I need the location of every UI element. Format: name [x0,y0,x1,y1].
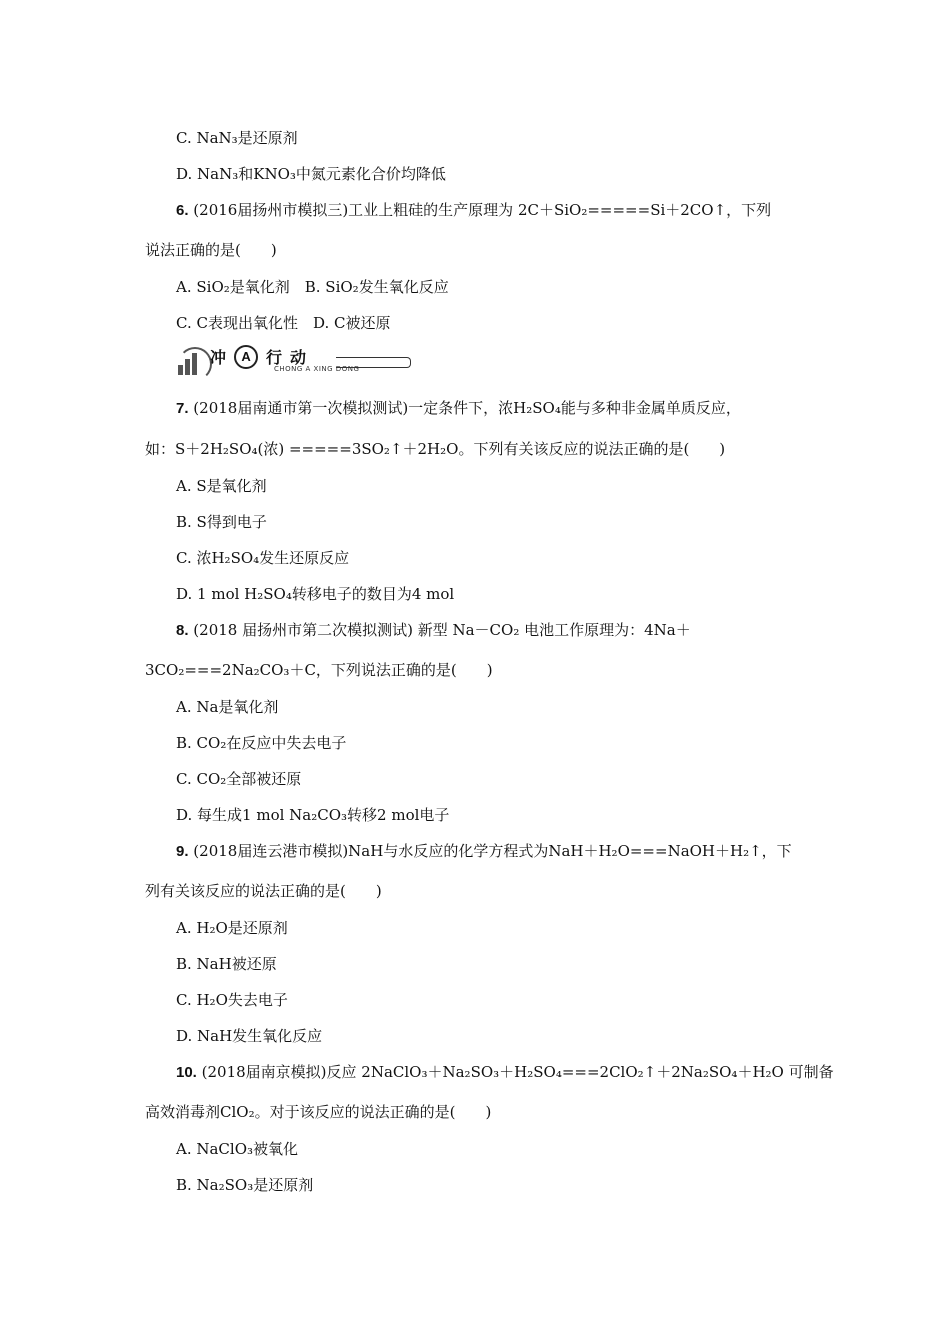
q9-option-d: D. NaH发生氧化反应 [176,1027,323,1045]
q7-stem-text: (2018届南通市第一次模拟测试)一定条件下，浓H₂SO₄能与多种非金属单质反应， [193,399,741,417]
q6-stem [176,200,771,221]
q10-stem-continued: 高效消毒剂ClO₂。对于该反应的说法正确的是( ) [145,1103,492,1121]
q7-option-c: C. 浓H₂SO₄发生还原反应 [176,549,350,567]
q8-stem [176,620,691,641]
q8-stem-text: (2018 届扬州市第二次模拟测试) 新型 Na－CO₂ 电池工作原理为：4Na＋ [193,621,691,639]
q10-number: 10. [176,1064,197,1081]
q9-stem-continued: 列有关该反应的说法正确的是( ) [145,882,382,900]
q10-option-a: A. NaClO₃被氧化 [176,1140,299,1158]
banner-char-1: 冲 [210,348,227,367]
q7-stem-continued: 如：S＋2H₂SO₄(浓) =====3SO₂↑＋2H₂O。下列有关该反应的说法正确的是( ) [145,440,726,458]
q10-stem-text: (2018届南京模拟)反应 2NaClO₃＋Na₂SO₃＋H₂SO₄===2ClO₂↑＋2Na₂SO₄＋H₂O 可制备 [201,1063,834,1081]
q9-stem-text: (2018届连云港市模拟)NaH与水反应的化学方程式为NaH＋H₂O===NaOH＋H₂↑，下 [193,842,792,860]
q7-number: 7. [176,400,189,417]
q9-option-a: A. H₂O是还原剂 [176,919,288,937]
q6-options-cd: C. C表现出氧化性 D. C被还原 [176,314,391,332]
q9-stem [176,841,792,862]
q5-option-c: C. NaN₃是还原剂 [176,129,298,147]
q5-option-d: D. NaN₃和KNO₃中氮元素化合价均降低 [176,165,446,183]
section-banner [176,343,426,379]
q7-option-a: A. S是氧化剂 [176,477,267,495]
q8-option-c: C. CO₂全部被还原 [176,770,302,788]
banner-char-3: 行 [266,348,283,367]
banner-char-2: A [234,345,258,369]
q7-option-b: B. S得到电子 [176,513,267,531]
q6-number: 6. [176,202,189,219]
q7-stem [176,398,741,419]
banner-char-4: 动 [290,348,307,367]
q8-option-b: B. CO₂在反应中失去电子 [176,734,347,752]
q9-option-b: B. NaH被还原 [176,955,277,973]
banner-underline [336,357,411,368]
bar-logo-icon [176,347,206,375]
q6-options-ab: A. SiO₂是氧化剂 B. SiO₂发生氧化反应 [176,278,449,296]
q10-option-b: B. Na₂SO₃是还原剂 [176,1176,314,1194]
q8-option-d: D. 每生成1 mol Na₂CO₃转移2 mol电子 [176,806,450,824]
q8-option-a: A. Na是氧化剂 [176,698,279,716]
banner-pinyin: CHONG A XING DONG [274,365,360,373]
q9-option-c: C. H₂O失去电子 [176,991,288,1009]
q10-stem [176,1062,834,1083]
q8-number: 8. [176,622,189,639]
q9-number: 9. [176,843,189,860]
q7-option-d: D. 1 mol H₂SO₄转移电子的数目为4 mol [176,585,455,603]
q6-stem-continued: 说法正确的是( ) [145,241,277,259]
q6-stem-text: (2016届扬州市模拟三)工业上粗硅的生产原理为 2C＋SiO₂=====Si＋2CO↑，下列 [193,201,772,219]
q8-stem-continued: 3CO₂===2Na₂CO₃＋C，下列说法正确的是( ) [145,661,493,679]
